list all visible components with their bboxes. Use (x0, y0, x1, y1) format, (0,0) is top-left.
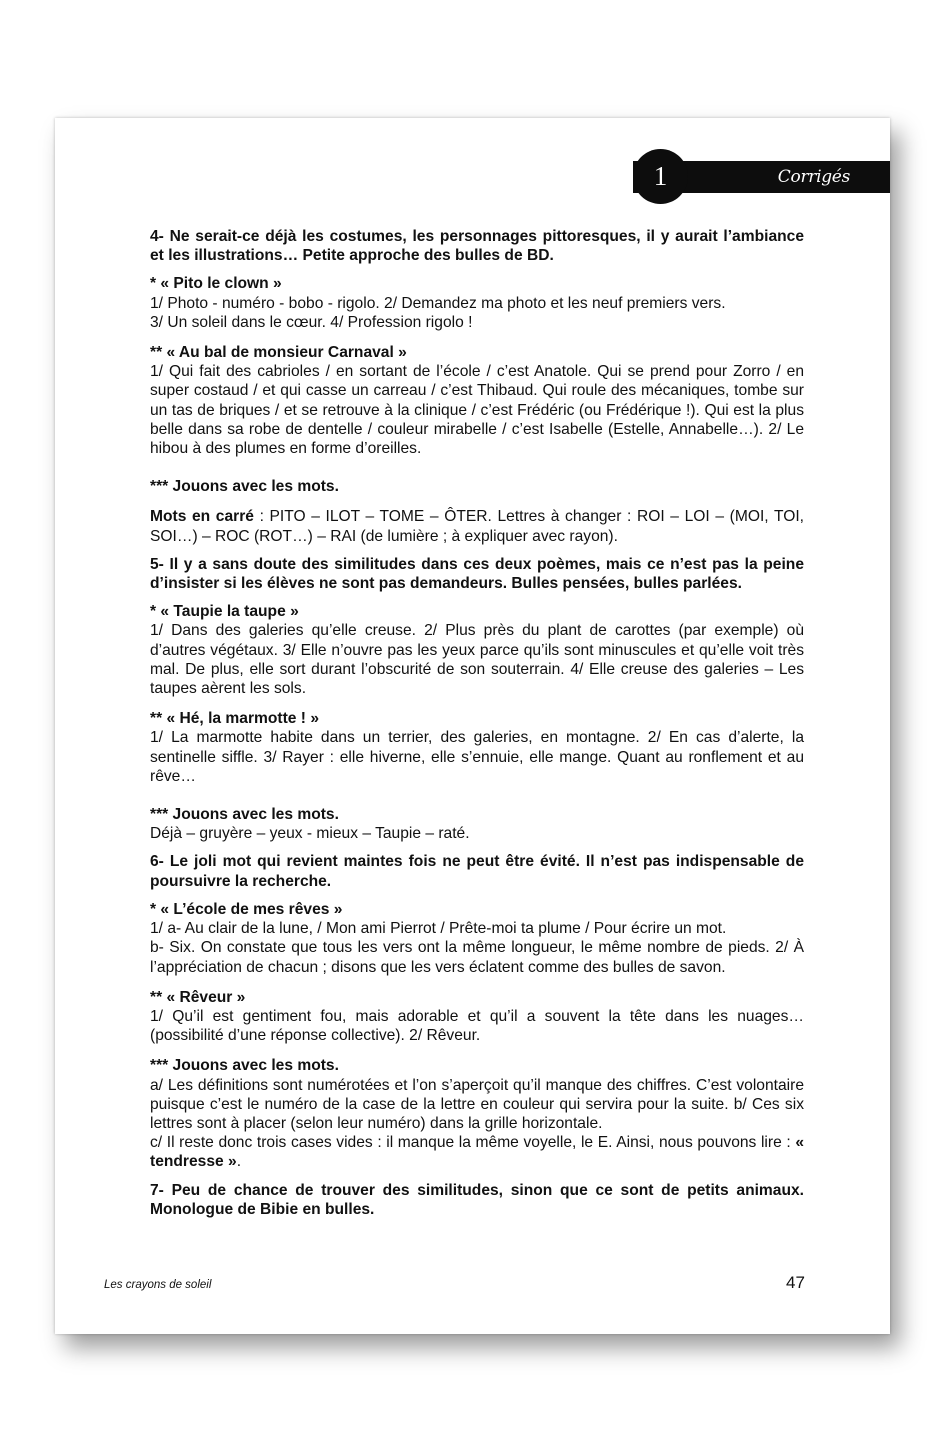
question-5: 5- Il y a sans doute des similitudes dans ces deux poèmes, mais ce n’est pas la peine d’insister si les élèves ne sont pas demandeurs. Bulles pensées, bulles parlées. (150, 555, 804, 593)
reveur-heading: ** « Rêveur » (150, 988, 246, 1006)
mots-en-carre (150, 507, 804, 545)
period: . (236, 1153, 242, 1171)
taupie-answer: 1/ Dans des galeries qu’elle creuse. 2/ Plus près du plant de carottes (par exemple) où d’autres végétaux. 3/ Elle n’ouvre pas les yeux parce qu’ils sont minuscules et qu’elle voit très mal. De plus, elle sort durant l’obscurité de son souterrain. 4/ Elle creuse des galeries – Les taupes aèrent les sols. (150, 622, 804, 698)
marmotte-answer: 1/ La marmotte habite dans un terrier, des galeries, en montagne. 2/ En cas d’alerte, la sentinelle siffle. 3/ Rayer : elle hiverne, elle s’ennuie, elle mange. Quant au ronflement et au rêve… (150, 729, 804, 785)
ecole-line-1: 1/ a- Au clair de la lune, / Mon ami Pierrot / Prête-moi ta plume / Pour écrire un mot. (150, 920, 727, 938)
mots-answer: : PITO – ILOT – TOME – ÔTER. Lettres à changer : ROI – LOI – (MOI, TOI, SOI…) – ROC (ROT…) – RAI (de lumière ; à expliquer avec rayon). (150, 508, 804, 545)
taupie-heading: * « Taupie la taupe » (150, 603, 299, 621)
pito-line-1: 1/ Photo - numéro - bobo - rigolo. 2/ Demandez ma photo et les neuf premiers vers. (150, 294, 726, 312)
question-4: 4- Ne serait-ce déjà les costumes, les personnages pittoresques, il y aurait l’ambiance et les illustrations… Petite approche des bulles de BD. (150, 228, 804, 265)
chapter-number-badge (633, 149, 688, 204)
mots-label: Mots en carré (150, 508, 254, 526)
carnaval-heading: ** « Au bal de monsieur Carnaval » (150, 344, 407, 362)
page-number: 47 (786, 1273, 805, 1292)
chapter-number: 1 (653, 161, 668, 191)
ecole-answer: b- Six. On constate que tous les vers ont la même longueur, le même nombre de pieds. 2/ À l’appréciation de chacun ; disons que les vers éclatent comme des bulles de savon. (150, 939, 804, 976)
ecole-heading: * « L’école de mes rêves » (150, 900, 343, 918)
jouons-answer-3-text: c/ Il reste donc trois cases vides : il manque la même voyelle, le E. Ainsi, nous pouvons lire : (150, 1134, 796, 1152)
marmotte-heading: ** « Hé, la marmotte ! » (150, 710, 319, 728)
question-6: 6- Le joli mot qui revient maintes fois ne peut être évité. Il n’est pas indispensable de poursuivre la recherche. (150, 853, 804, 890)
jouons-answer-3: a/ Les définitions sont numérotées et l’on s’aperçoit qu’il manque des chiffres. C’est volontaire puisque c’est le numéro de la case de la lettre en couleur qui servira pour la suite. b/ Ces six lettres sont à placer (selon leur numéro) dans la grille horizontale. (150, 1076, 804, 1132)
jouons-heading-1: *** Jouons avec les mots. (150, 478, 339, 496)
tendresse-word: « tendresse » (150, 1134, 804, 1171)
jouons-heading-2: *** Jouons avec les mots. (150, 806, 339, 824)
question-7: 7- Peu de chance de trouver des similitudes, sinon que ce sont de petits animaux. Monologue de Bibie en bulles. (150, 1181, 804, 1218)
carnaval-answer: 1/ Qui fait des cabrioles / en sortant de l’école / c’est Anatole. Qui se prend pour Zorro / en super costaud / et qui casse un carreau / c’est Thibaud. Qui roule des mécaniques, tombe sur un tas de briques / et se retrouve à la clinique / c’est Frédéric (ou Frédérique !). Qui est la plus belle dans sa robe de dentelle / couleur mirabelle / c’est Isabelle (Estelle, Annabelle…). 2/ Le hibou à des plumes en forme d’oreilles. (150, 363, 804, 458)
page-content (150, 227, 804, 1219)
pito-line-2: 3/ Un soleil dans le cœur. 4/ Profession rigolo ! (150, 313, 473, 331)
jouons-answer-2: Déjà – gruyère – yeux - mieux – Taupie – raté. (150, 825, 470, 843)
footer-book-title: Les crayons de soleil (104, 1279, 212, 1291)
section-title: Corrigés (777, 167, 850, 187)
jouons-heading-3: *** Jouons avec les mots. (150, 1057, 339, 1075)
reveur-answer: 1/ Qu’il est gentiment fou, mais adorable et qu’il a souvent la tête dans les nuages… (possibilité d’une réponse collective). 2/ Rêveur. (150, 1007, 804, 1045)
jouons-answer-3-end (150, 1133, 804, 1171)
pito-heading: * « Pito le clown » (150, 275, 282, 293)
